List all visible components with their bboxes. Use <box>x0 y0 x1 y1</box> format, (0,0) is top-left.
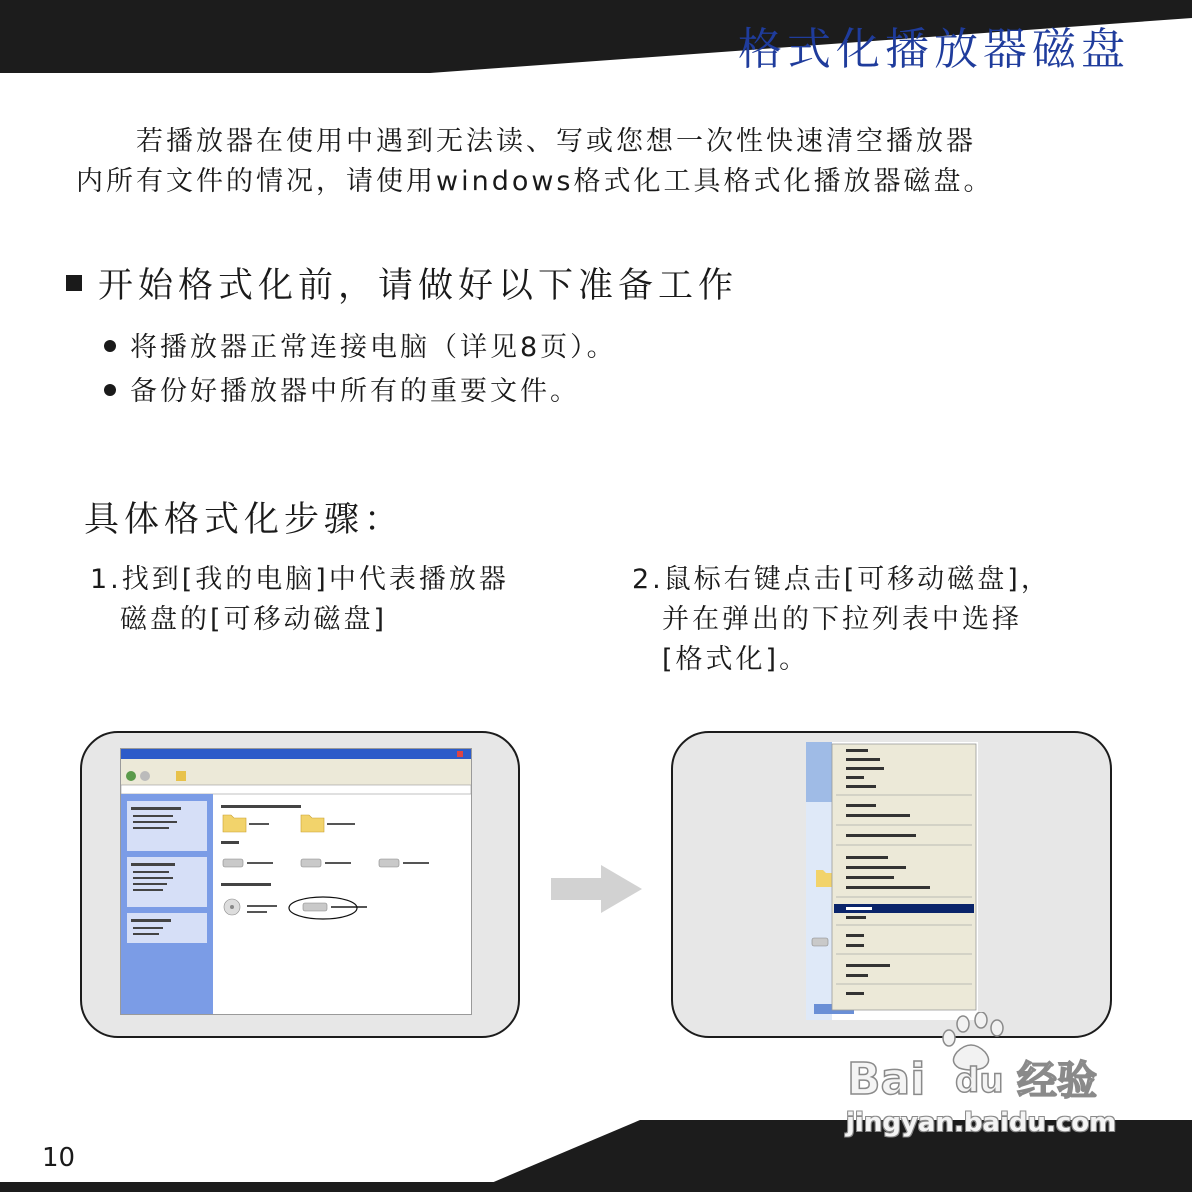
context-menu-screenshot <box>806 742 978 1020</box>
intro-line-1: 若播放器在使用中遇到无法读、写或您想一次性快速清空播放器 <box>136 126 976 157</box>
step-2 <box>632 560 1132 680</box>
steps-heading: 具体格式化步骤： <box>84 500 405 540</box>
list-item-text: 备份好播放器中所有的重要文件。 <box>130 376 580 407</box>
page-number: 10 <box>42 1143 76 1173</box>
step-1 <box>90 560 590 640</box>
bullet-dot-icon <box>104 340 116 352</box>
prep-list <box>104 326 617 414</box>
watermark-url: jingyan.baidu.com <box>846 1108 1117 1138</box>
explorer-window-illustration <box>121 749 471 1014</box>
intro-paragraph <box>76 122 1136 202</box>
baidu-jingyan-logo <box>845 1012 1135 1108</box>
step-2-line-1: 2.鼠标右键点击[可移动磁盘]， <box>632 564 1051 595</box>
bullet-dot-icon <box>104 384 116 396</box>
intro-line-2: 内所有文件的情况，请使用windows格式化工具格式化播放器磁盘。 <box>76 166 994 197</box>
prep-heading <box>66 262 738 310</box>
svg-text:经验: 经验 <box>1017 1058 1097 1104</box>
page-title: 格式化播放器磁盘 <box>738 24 1130 75</box>
svg-text:du: du <box>955 1061 1004 1101</box>
step-2-line-3: [格式化]。 <box>662 644 810 675</box>
prep-heading-text: 开始格式化前，请做好以下准备工作 <box>98 266 739 306</box>
step-1-line-2: 磁盘的[可移动磁盘] <box>120 604 388 635</box>
list-item-text: 将播放器正常连接电脑（详见8页）。 <box>130 332 617 363</box>
svg-text:Bai: Bai <box>847 1054 926 1105</box>
step-1-line-1: 1.找到[我的电脑]中代表播放器 <box>90 564 509 595</box>
step-2-line-2: 并在弹出的下拉列表中选择 <box>662 604 1022 635</box>
square-bullet-icon <box>66 275 82 291</box>
context-menu-illustration <box>806 742 978 1020</box>
list-item <box>104 326 617 370</box>
list-item <box>104 370 617 414</box>
my-computer-screenshot <box>120 748 472 1015</box>
right-arrow-icon <box>551 865 643 913</box>
